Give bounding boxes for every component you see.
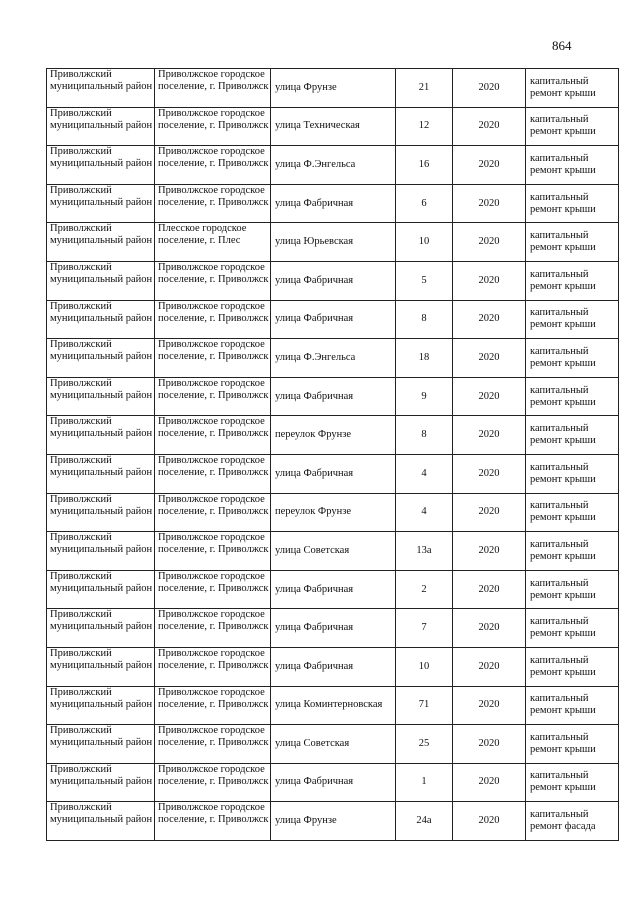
table-row [47, 300, 619, 339]
street-cell [271, 493, 396, 532]
year-cell-text: 2020 [478, 390, 500, 402]
settlement-cell [155, 339, 271, 378]
settlement-cell [155, 261, 271, 300]
page-number: 864 [552, 38, 572, 53]
district-cell-text: Приволжский муниципальный район [50, 493, 153, 517]
district-cell-text: Приволжский муниципальный район [50, 570, 153, 594]
street-cell [271, 416, 396, 455]
year-cell [453, 686, 526, 725]
street-cell-text: улица Фабричная [275, 583, 354, 595]
district-cell-text: Приволжский муниципальный район [50, 416, 153, 440]
year-cell [453, 647, 526, 686]
district-cell [47, 377, 155, 416]
table-row [47, 686, 619, 725]
settlement-cell [155, 223, 271, 262]
settlement-cell [155, 416, 271, 455]
work-type-cell [526, 802, 619, 841]
street-cell [271, 107, 396, 146]
year-cell [453, 609, 526, 648]
work-type-cell-text: капитальный ремонт крыши [530, 731, 596, 755]
house-number-cell [396, 107, 453, 146]
settlement-cell [155, 725, 271, 764]
work-type-cell-text: капитальный ремонт крыши [530, 75, 596, 99]
table-body [47, 69, 619, 841]
settlement-cell-text: Приволжское городское поселение, г. Приволжск [158, 725, 269, 749]
work-type-cell [526, 69, 619, 108]
year-cell-text: 2020 [478, 622, 500, 634]
settlement-cell-text: Приволжское городское поселение, г. Приволжск [158, 454, 269, 478]
work-type-cell-text: капитальный ремонт крыши [530, 500, 596, 524]
house-number-cell [396, 647, 453, 686]
work-type-cell-text: капитальный ремонт крыши [530, 307, 596, 331]
year-cell [453, 570, 526, 609]
settlement-cell [155, 647, 271, 686]
house-number-cell [396, 146, 453, 185]
year-cell-text: 2020 [478, 158, 500, 170]
district-cell [47, 609, 155, 648]
street-cell-text: улица Фабричная [275, 622, 354, 634]
work-type-cell-text: капитальный ремонт крыши [530, 538, 596, 562]
year-cell [453, 377, 526, 416]
settlement-cell-text: Приволжское городское поселение, г. Приволжск [158, 570, 269, 594]
house-number-cell-text: 4 [421, 467, 427, 479]
house-number-cell [396, 300, 453, 339]
work-type-cell [526, 146, 619, 185]
year-cell-text: 2020 [478, 699, 500, 711]
work-type-cell [526, 609, 619, 648]
settlement-cell-text: Приволжское городское поселение, г. Приволжск [158, 686, 269, 710]
street-cell [271, 69, 396, 108]
street-cell-text: улица Фабричная [275, 390, 354, 402]
house-number-cell [396, 377, 453, 416]
district-cell [47, 532, 155, 571]
settlement-cell [155, 146, 271, 185]
year-cell [453, 532, 526, 571]
street-cell [271, 146, 396, 185]
year-cell [453, 146, 526, 185]
house-number-cell-text: 18 [418, 351, 430, 363]
district-cell [47, 802, 155, 841]
house-number-cell [396, 69, 453, 108]
table-row [47, 493, 619, 532]
table-row [47, 223, 619, 262]
house-number-cell-text: 12 [418, 120, 430, 132]
district-cell [47, 146, 155, 185]
work-type-cell-text: капитальный ремонт крыши [530, 230, 596, 254]
work-type-cell-text: капитальный ремонт крыши [530, 114, 596, 138]
street-cell-text: улица Ф.Энгельса [275, 158, 356, 170]
settlement-cell [155, 532, 271, 571]
settlement-cell-text: Приволжское городское поселение, г. Приволжск [158, 261, 269, 285]
district-cell-text: Приволжский муниципальный район [50, 454, 153, 478]
table-row [47, 184, 619, 223]
street-cell-text: улица Фабричная [275, 660, 354, 672]
house-number-cell [396, 454, 453, 493]
work-type-cell [526, 493, 619, 532]
house-number-cell [396, 609, 453, 648]
table-row [47, 339, 619, 378]
settlement-cell [155, 763, 271, 802]
street-cell-text: переулок Фрунзе [275, 429, 352, 441]
work-type-cell-text: капитальный ремонт крыши [530, 384, 596, 408]
settlement-cell [155, 454, 271, 493]
settlement-cell-text: Приволжское городское поселение, г. Приволжск [158, 416, 269, 440]
street-cell [271, 647, 396, 686]
table-row [47, 261, 619, 300]
year-cell-text: 2020 [478, 776, 500, 788]
house-number-cell [396, 532, 453, 571]
district-cell-text: Приволжский муниципальный район [50, 647, 153, 671]
year-cell [453, 416, 526, 455]
district-cell-text: Приволжский муниципальный район [50, 377, 153, 401]
house-number-cell-text: 8 [421, 429, 427, 441]
district-cell [47, 493, 155, 532]
settlement-cell-text: Приволжское городское поселение, г. Приволжск [158, 146, 269, 170]
house-number-cell-text: 8 [421, 313, 427, 325]
year-cell [453, 802, 526, 841]
street-cell-text: улица Юрьевская [275, 236, 354, 248]
settlement-cell [155, 609, 271, 648]
table-row [47, 532, 619, 571]
house-number-cell-text: 10 [418, 236, 430, 248]
table-row [47, 802, 619, 841]
district-cell [47, 107, 155, 146]
settlement-cell-text: Приволжское городское поселение, г. Приволжск [158, 377, 269, 401]
work-type-cell-text: капитальный ремонт крыши [530, 152, 596, 176]
year-cell-text: 2020 [478, 429, 500, 441]
settlement-cell-text: Приволжское городское поселение, г. Приволжск [158, 69, 269, 92]
year-cell-text: 2020 [478, 351, 500, 363]
house-number-cell-text: 6 [421, 197, 427, 209]
district-cell-text: Приволжский муниципальный район [50, 69, 153, 92]
street-cell [271, 725, 396, 764]
house-number-cell-text: 10 [418, 660, 430, 672]
street-cell [271, 184, 396, 223]
district-cell [47, 686, 155, 725]
work-type-cell-text: капитальный ремонт крыши [530, 577, 596, 601]
table-row [47, 647, 619, 686]
street-cell [271, 570, 396, 609]
year-cell-text: 2020 [478, 236, 500, 248]
house-number-cell-text: 5 [421, 274, 427, 286]
street-cell [271, 339, 396, 378]
house-number-cell [396, 339, 453, 378]
year-cell-text: 2020 [478, 313, 500, 325]
year-cell [453, 184, 526, 223]
year-cell [453, 725, 526, 764]
district-cell-text: Приволжский муниципальный район [50, 686, 153, 710]
street-cell [271, 223, 396, 262]
year-cell-text: 2020 [478, 660, 500, 672]
district-cell-text: Приволжский муниципальный район [50, 146, 153, 170]
street-cell-text: улица Техническая [275, 120, 360, 132]
district-cell [47, 570, 155, 609]
table-row [47, 570, 619, 609]
table-row [47, 377, 619, 416]
street-cell-text: улица Коминтерновская [275, 699, 383, 711]
street-cell-text: улица Фрунзе [275, 815, 337, 827]
district-cell [47, 69, 155, 108]
settlement-cell [155, 802, 271, 841]
settlement-cell-text: Приволжское городское поселение, г. Приволжск [158, 647, 269, 671]
table-row [47, 416, 619, 455]
street-cell [271, 609, 396, 648]
house-number-cell [396, 763, 453, 802]
year-cell-text: 2020 [478, 506, 500, 518]
district-cell [47, 725, 155, 764]
table-row [47, 69, 619, 108]
district-cell [47, 300, 155, 339]
district-cell [47, 763, 155, 802]
district-cell-text: Приволжский муниципальный район [50, 107, 153, 131]
work-type-cell-text: капитальный ремонт крыши [530, 770, 596, 794]
street-cell-text: улица Ф.Энгельса [275, 351, 356, 363]
settlement-cell [155, 107, 271, 146]
year-cell-text: 2020 [478, 544, 500, 556]
house-number-cell [396, 570, 453, 609]
house-number-cell [396, 261, 453, 300]
street-cell [271, 454, 396, 493]
house-number-cell-text: 13а [416, 544, 432, 556]
house-number-cell-text: 25 [418, 737, 430, 749]
district-cell-text: Приволжский муниципальный район [50, 184, 153, 208]
table-row [47, 454, 619, 493]
settlement-cell-text: Приволжское городское поселение, г. Приволжск [158, 184, 269, 208]
settlement-cell [155, 69, 271, 108]
work-type-cell [526, 377, 619, 416]
street-cell-text: улица Фабричная [275, 313, 354, 325]
district-cell [47, 261, 155, 300]
year-cell-text: 2020 [478, 197, 500, 209]
district-cell-text: Приволжский муниципальный район [50, 339, 153, 363]
district-cell-text: Приволжский муниципальный район [50, 223, 153, 247]
house-number-cell [396, 223, 453, 262]
settlement-cell-text: Плесское городское поселение, г. Плес [158, 223, 247, 247]
street-cell-text: улица Фабричная [275, 776, 354, 788]
year-cell [453, 261, 526, 300]
work-type-cell [526, 184, 619, 223]
year-cell-text: 2020 [478, 737, 500, 749]
street-cell-text: улица Советская [275, 737, 350, 749]
table-row [47, 146, 619, 185]
work-type-cell [526, 725, 619, 764]
district-cell-text: Приволжский муниципальный район [50, 802, 153, 826]
settlement-cell-text: Приволжское городское поселение, г. Приволжск [158, 609, 269, 633]
street-cell-text: улица Фабричная [275, 197, 354, 209]
district-cell-text: Приволжский муниципальный район [50, 725, 153, 749]
house-number-cell-text: 16 [418, 158, 430, 170]
settlement-cell [155, 377, 271, 416]
district-cell [47, 223, 155, 262]
house-number-cell [396, 802, 453, 841]
district-cell-text: Приволжский муниципальный район [50, 609, 153, 633]
work-type-cell-text: капитальный ремонт крыши [530, 461, 596, 485]
work-type-cell-text: капитальный ремонт крыши [530, 423, 596, 447]
year-cell-text: 2020 [478, 467, 500, 479]
work-type-cell-text: капитальный ремонт крыши [530, 345, 596, 369]
work-type-cell [526, 763, 619, 802]
street-cell [271, 261, 396, 300]
work-type-cell [526, 416, 619, 455]
table-row [47, 609, 619, 648]
year-cell-text: 2020 [478, 583, 500, 595]
house-number-cell [396, 184, 453, 223]
table-row [47, 763, 619, 802]
house-number-cell-text: 24а [416, 815, 432, 827]
house-number-cell [396, 416, 453, 455]
house-number-cell [396, 493, 453, 532]
house-number-cell-text: 1 [421, 776, 427, 788]
settlement-cell [155, 686, 271, 725]
house-number-cell-text: 21 [418, 81, 430, 93]
table-row [47, 725, 619, 764]
work-type-cell [526, 107, 619, 146]
work-type-cell-text: капитальный ремонт крыши [530, 191, 596, 215]
work-type-cell-text: капитальный ремонт крыши [530, 616, 596, 640]
work-type-cell [526, 647, 619, 686]
street-cell-text: улица Фабричная [275, 274, 354, 286]
street-cell-text: переулок Фрунзе [275, 506, 352, 518]
year-cell [453, 493, 526, 532]
settlement-cell [155, 184, 271, 223]
district-cell-text: Приволжский муниципальный район [50, 532, 153, 556]
year-cell-text: 2020 [478, 815, 500, 827]
work-type-cell-text: капитальный ремонт крыши [530, 268, 596, 292]
street-cell-text: улица Фабричная [275, 467, 354, 479]
settlement-cell-text: Приволжское городское поселение, г. Приволжск [158, 339, 269, 363]
settlement-cell [155, 570, 271, 609]
work-type-cell [526, 454, 619, 493]
street-cell-text: улица Фрунзе [275, 81, 337, 93]
district-cell [47, 647, 155, 686]
settlement-cell-text: Приволжское городское поселение, г. Приволжск [158, 300, 269, 324]
house-number-cell-text: 2 [421, 583, 427, 595]
work-type-cell-text: капитальный ремонт крыши [530, 693, 596, 717]
settlement-cell-text: Приволжское городское поселение, г. Приволжск [158, 493, 269, 517]
house-number-cell-text: 4 [421, 506, 427, 518]
year-cell [453, 107, 526, 146]
settlement-cell-text: Приволжское городское поселение, г. Приволжск [158, 107, 269, 131]
year-cell [453, 300, 526, 339]
district-cell-text: Приволжский муниципальный район [50, 300, 153, 324]
district-cell-text: Приволжский муниципальный район [50, 261, 153, 285]
settlement-cell-text: Приволжское городское поселение, г. Приволжск [158, 802, 269, 826]
work-type-cell-text: капитальный ремонт фасада [530, 809, 596, 833]
settlement-cell [155, 493, 271, 532]
work-type-cell [526, 300, 619, 339]
work-type-cell [526, 570, 619, 609]
district-cell [47, 416, 155, 455]
settlement-cell [155, 300, 271, 339]
street-cell [271, 763, 396, 802]
year-cell [453, 339, 526, 378]
settlement-cell-text: Приволжское городское поселение, г. Приволжск [158, 763, 269, 787]
year-cell-text: 2020 [478, 274, 500, 286]
house-number-cell-text: 71 [418, 699, 430, 711]
work-type-cell [526, 339, 619, 378]
repair-schedule-table [46, 68, 619, 841]
year-cell-text: 2020 [478, 81, 500, 93]
house-number-cell [396, 725, 453, 764]
year-cell-text: 2020 [478, 120, 500, 132]
year-cell [453, 223, 526, 262]
house-number-cell [396, 686, 453, 725]
work-type-cell [526, 223, 619, 262]
street-cell [271, 686, 396, 725]
street-cell [271, 300, 396, 339]
street-cell [271, 802, 396, 841]
district-cell-text: Приволжский муниципальный район [50, 763, 153, 787]
settlement-cell-text: Приволжское городское поселение, г. Приволжск [158, 532, 269, 556]
work-type-cell [526, 532, 619, 571]
year-cell [453, 69, 526, 108]
street-cell-text: улица Советская [275, 544, 350, 556]
street-cell [271, 377, 396, 416]
table-row [47, 107, 619, 146]
year-cell [453, 763, 526, 802]
district-cell [47, 454, 155, 493]
street-cell [271, 532, 396, 571]
work-type-cell [526, 686, 619, 725]
work-type-cell-text: капитальный ремонт крыши [530, 654, 596, 678]
house-number-cell-text: 9 [421, 390, 427, 402]
district-cell [47, 184, 155, 223]
house-number-cell-text: 7 [421, 622, 427, 634]
district-cell [47, 339, 155, 378]
year-cell [453, 454, 526, 493]
work-type-cell [526, 261, 619, 300]
